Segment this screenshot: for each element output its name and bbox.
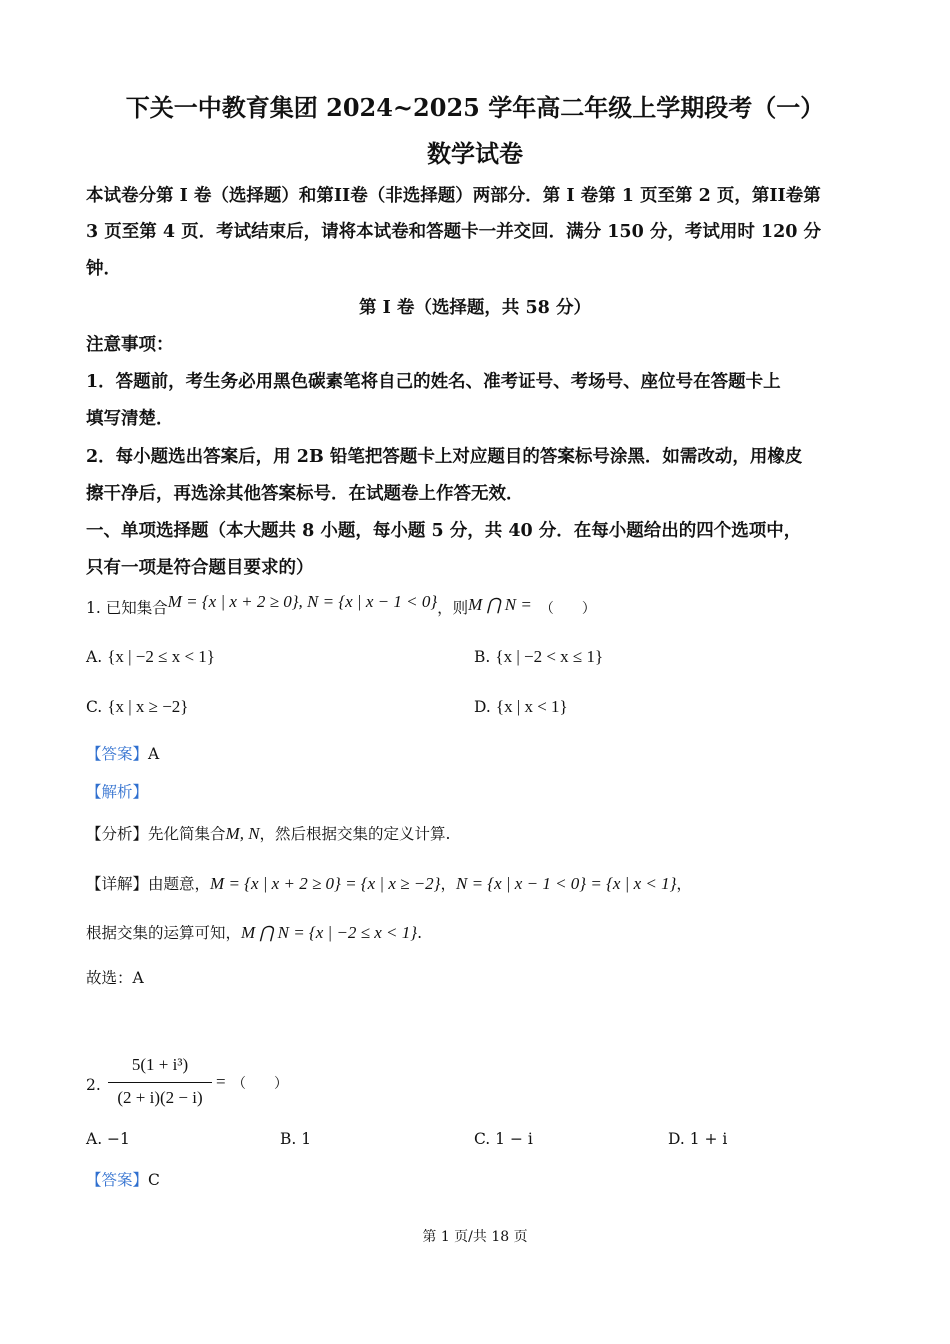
detail-tag: 【详解】 <box>86 875 149 893</box>
notice-2-line-1: 2．每小题选出答案后，用 2B 铅笔把答题卡上对应题目的答案标号涂黑．如需改动，用橡皮 <box>86 447 803 467</box>
q1-detail <box>86 872 692 894</box>
answer-value: C <box>148 1171 160 1189</box>
page-footer: 第 1 页/共 18 页 <box>422 1229 528 1245</box>
q1-fenxi <box>86 822 450 844</box>
fenxi-pre: 先化简集合 <box>148 825 226 843</box>
intro-line-3: 钟． <box>86 259 121 279</box>
detail-sep: ， <box>440 875 456 893</box>
detail-pre: 由题意， <box>148 875 211 893</box>
q2-answer <box>86 1168 160 1190</box>
q1-calc <box>86 921 422 943</box>
q1-option-a <box>86 647 215 667</box>
q2-fraction <box>108 1053 212 1117</box>
analysis-tag: 【解析】 <box>86 783 149 801</box>
answer-value: A <box>148 745 160 763</box>
detail-n: N = {x | x − 1 < 0} = {x | x < 1} <box>455 874 677 893</box>
fenxi-math: M, N <box>225 824 260 843</box>
q2-option-d: D. 1 + i <box>668 1130 728 1148</box>
option-label: A. <box>86 648 103 666</box>
option-label: B. <box>474 648 491 666</box>
option-label: C. <box>86 698 103 716</box>
q1-prefix: 1. 已知集合 <box>86 599 168 617</box>
q2-denominator: (2 + i)(2 − i) <box>117 1088 203 1107</box>
answer-tag: 【答案】 <box>86 1171 149 1189</box>
calc-pre: 根据交集的运算可知， <box>86 924 242 942</box>
q1-option-c <box>86 697 188 717</box>
q1-blank: （ ） <box>539 601 596 617</box>
question-1 <box>86 592 596 618</box>
q2-option-a: A. −1 <box>86 1130 130 1148</box>
q1-expr: M ⋂ N = <box>468 595 532 614</box>
q1-choose: 故选：A <box>86 969 144 987</box>
exam-title: 下关一中教育集团 2024~2025 学年高二年级上学期段考（一） <box>125 93 825 122</box>
q2-numerator: 5(1 + i³) <box>131 1055 189 1074</box>
detail-end: ， <box>676 875 692 893</box>
intro-line-2: 3 页至第 4 页．考试结束后，请将本试卷和答题卡一并交回．满分 150 分，考试用时 120 分 <box>86 222 822 242</box>
calc-math: M ⋂ N = {x | −2 ≤ x < 1} <box>241 923 418 942</box>
q1-answer <box>86 742 159 764</box>
answer-tag: 【答案】 <box>86 745 149 763</box>
q1-then: ，则 <box>437 599 469 617</box>
notice-1-line-2: 填写清楚． <box>86 409 174 429</box>
detail-m: M = {x | x + 2 ≥ 0} = {x | x ≥ −2} <box>210 874 441 893</box>
option-value: {x | −2 ≤ x < 1} <box>107 647 215 666</box>
notice-title: 注意事项： <box>86 335 174 355</box>
option-value: {x | −2 < x ≤ 1} <box>495 647 604 666</box>
section-heading: 第 I 卷（选择题，共 58 分） <box>359 298 591 318</box>
q2-option-b: B. 1 <box>280 1130 312 1148</box>
notice-2-line-2: 擦干净后，再选涂其他答案标号．在试题卷上作答无效． <box>86 484 524 504</box>
calc-end: . <box>417 924 423 942</box>
option-label: D. <box>474 698 491 716</box>
part-heading-line-2: 只有一项是符合题目要求的） <box>86 558 314 578</box>
notice-1-line-1: 1．答题前，考生务必用黑色碳素笔将自己的姓名、准考证号、考场号、座位号在答题卡上 <box>86 372 781 392</box>
q2-blank: （ ） <box>232 1076 288 1092</box>
fenxi-post: ，然后根据交集的定义计算. <box>259 825 451 843</box>
q1-sets: M = {x | x + 2 ≥ 0}, N = {x | x − 1 < 0} <box>167 592 438 611</box>
q1-option-d <box>474 697 568 717</box>
intro-line-1: 本试卷分第 I 卷（选择题）和第II卷（非选择题）两部分．第 I 卷第 1 页至第 2 页，第II卷第 <box>86 186 821 206</box>
q1-option-b <box>474 647 603 667</box>
option-value: {x | x < 1} <box>495 697 568 716</box>
option-value: {x | x ≥ −2} <box>107 697 189 716</box>
part-heading-line-1: 一、单项选择题（本大题共 8 小题，每小题 5 分，共 40 分．在每小题给出的四个选项中， <box>86 521 802 541</box>
fenxi-tag: 【分析】 <box>86 825 149 843</box>
q2-option-c: C. 1 − i <box>474 1130 533 1148</box>
q2-number: 2. <box>86 1076 101 1094</box>
fraction-bar <box>108 1082 212 1083</box>
q2-equals: = <box>216 1072 226 1091</box>
exam-subtitle: 数学试卷 <box>427 139 523 168</box>
